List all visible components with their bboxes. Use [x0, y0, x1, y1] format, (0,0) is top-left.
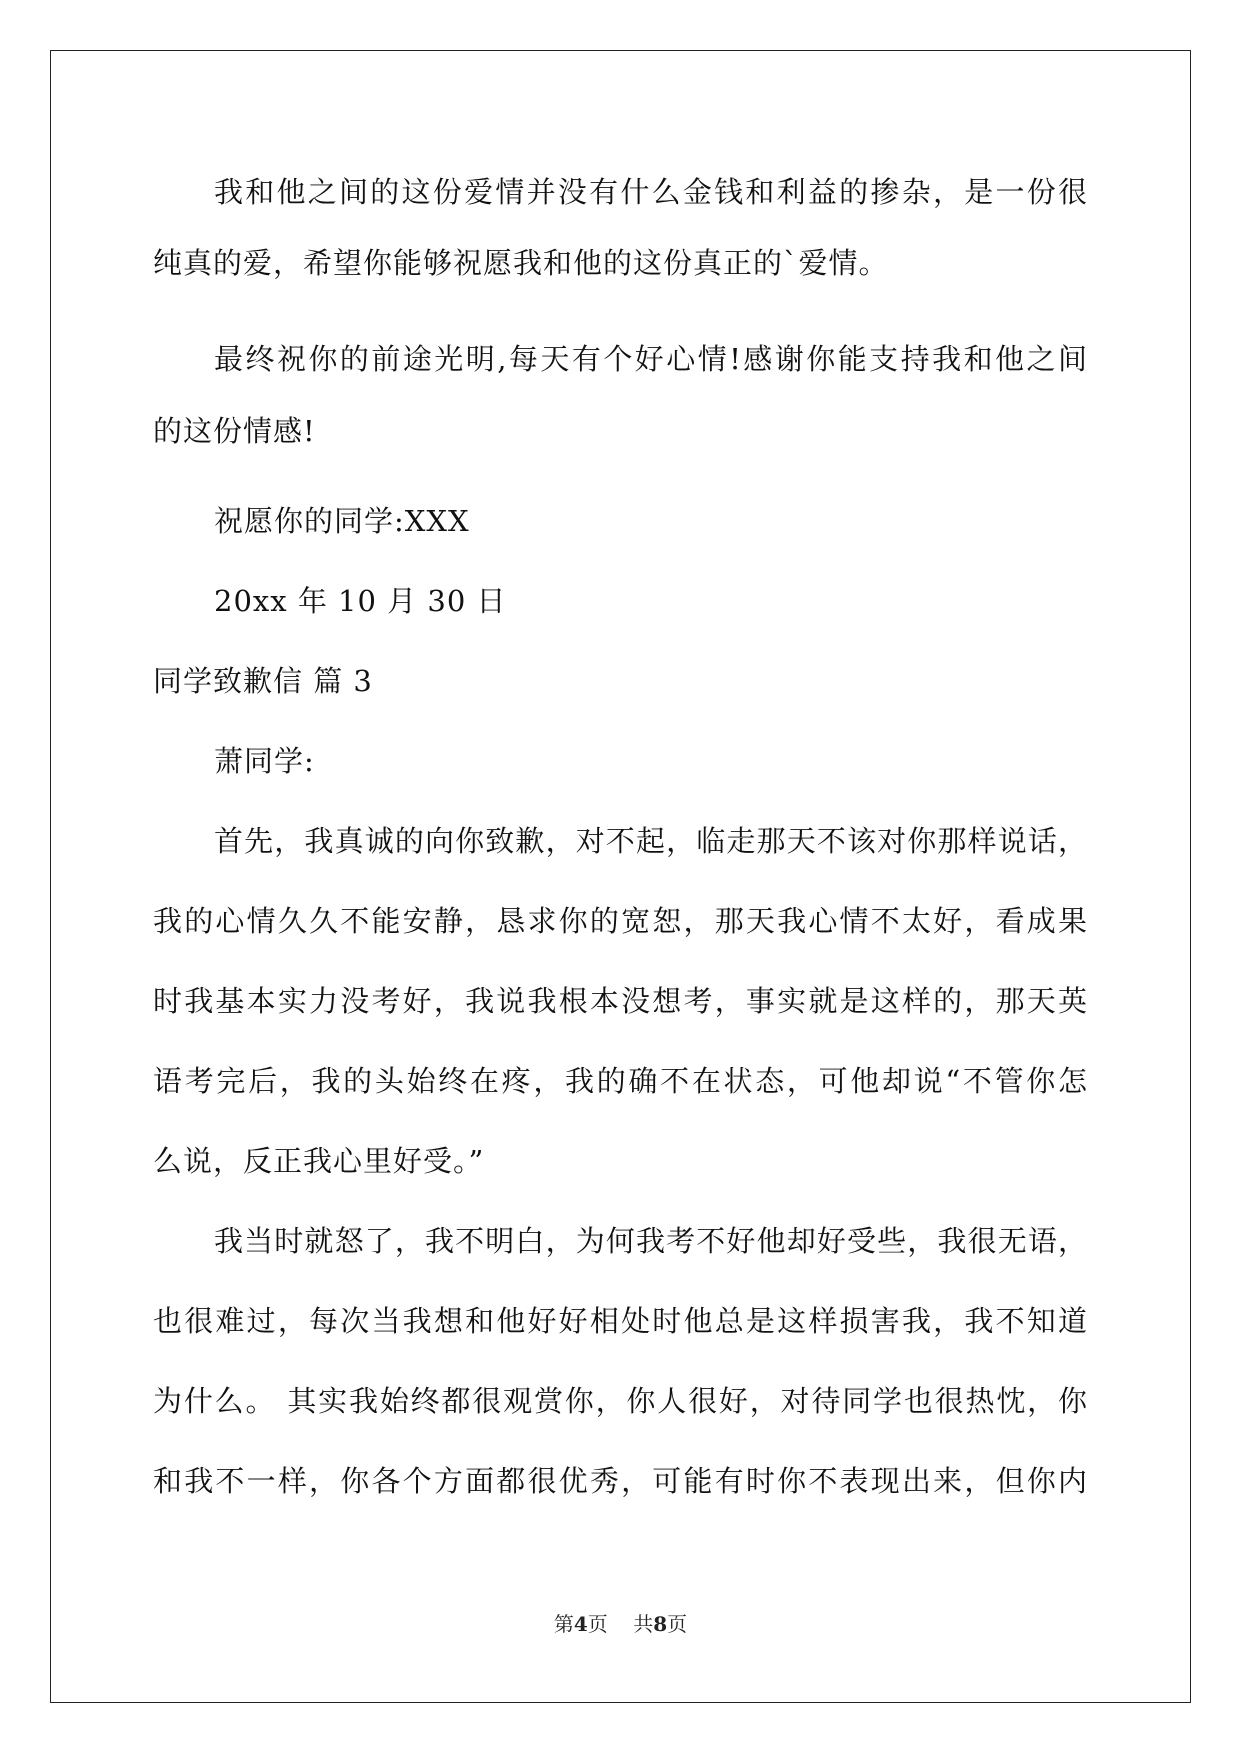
section-heading: 同学致歉信 篇 3	[153, 664, 373, 698]
date-line: 20xx 年 10 月 30 日	[214, 584, 507, 618]
paragraph-line: 语考完后，我的头始终在疼，我的确不在状态，可他却说“不管你怎	[153, 1064, 1088, 1098]
paragraph-line: 首先，我真诚的向你致歉，对不起，临走那天不该对你那样说话，	[214, 824, 1088, 858]
signature-line: 祝愿你的同学:XXX	[214, 504, 470, 538]
paragraph-line: 纯真的爱，希望你能够祝愿我和他的这份真正的`爱情。	[153, 246, 889, 280]
total-prefix: 共	[633, 1612, 654, 1636]
paragraph-line: 么说，反正我心里好受。”	[153, 1144, 485, 1178]
page-footer	[0, 1612, 1241, 1636]
paragraph-line: 的这份情感!	[153, 414, 316, 448]
paragraph-line: 和我不一样，你各个方面都很优秀，可能有时你不表现出来，但你内	[153, 1464, 1088, 1498]
salutation: 萧同学:	[214, 744, 315, 778]
paragraph-line: 也很难过，每次当我想和他好好相处时他总是这样损害我，我不知道	[153, 1304, 1088, 1338]
page-suffix: 页	[587, 1612, 608, 1636]
total-pages: 8	[653, 1612, 668, 1636]
paragraph-line: 我的心情久久不能安静，恳求你的宽恕，那天我心情不太好，看成果	[153, 904, 1088, 938]
paragraph-line: 我和他之间的这份爱情并没有什么金钱和利益的掺杂，是一份很	[214, 175, 1088, 209]
page-number: 4	[573, 1612, 588, 1636]
paragraph-line: 最终祝你的前途光明,每天有个好心情!感谢你能支持我和他之间	[214, 342, 1088, 376]
page-prefix: 第	[553, 1612, 574, 1636]
paragraph-line: 我当时就怒了，我不明白，为何我考不好他却好受些，我很无语，	[214, 1224, 1088, 1258]
page-border	[50, 50, 1191, 1703]
paragraph-line: 时我基本实力没考好，我说我根本没想考，事实就是这样的，那天英	[153, 984, 1088, 1018]
paragraph-line: 为什么。 其实我始终都很观赏你，你人很好，对待同学也很热忱，你	[153, 1384, 1088, 1418]
total-suffix: 页	[667, 1612, 688, 1636]
